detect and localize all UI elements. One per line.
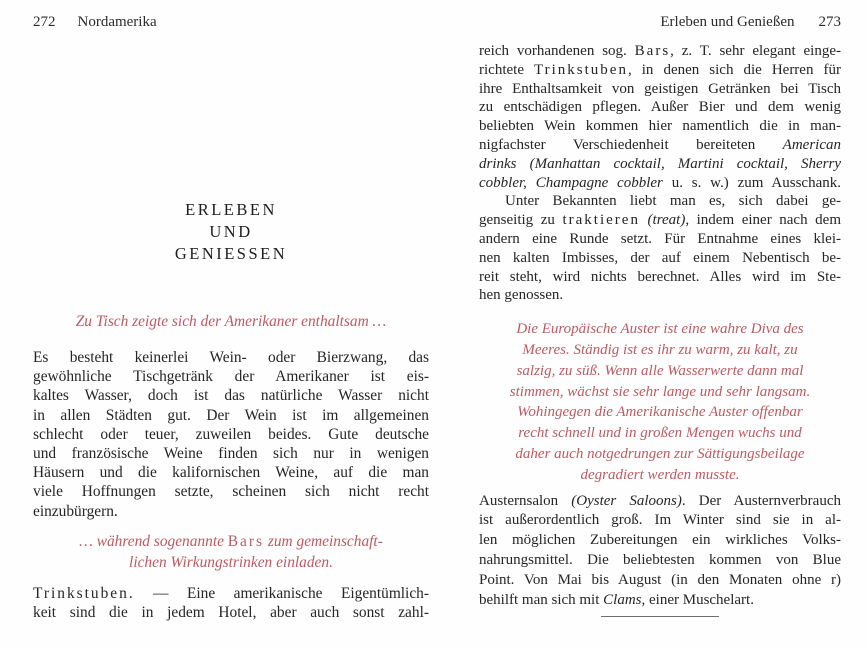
running-title-right: Erleben und Genießen (660, 14, 795, 30)
text-line (33, 425, 429, 444)
text-segment: stimmen, wächst sie sehr lange und sehr langsam. (509, 383, 811, 400)
text-segment: richtete (479, 61, 534, 78)
text-line (479, 155, 841, 174)
text-segment: nigfachster Verschiedenheit bereiteten (479, 136, 783, 153)
text-segment: traktieren (562, 212, 640, 229)
text-segment: Häusern und die kalifornischen Weine, auf die man (33, 464, 429, 482)
text-segment: salzig, zu süß. Wenn alle Wasserwerte dann mal (516, 362, 804, 379)
text-line (33, 311, 429, 332)
text-line (33, 367, 429, 386)
text-segment: Clams (603, 591, 642, 608)
text-segment: viele Hoffnungen setzte, scheinen sich nicht recht (33, 483, 429, 501)
text-line (479, 319, 841, 340)
text-segment: , in denen sich die Herren für (627, 61, 841, 78)
body-paragraph-trinkstuben (33, 584, 429, 622)
text-line (479, 492, 841, 512)
running-title-left: Nordamerika (77, 14, 157, 30)
page-number-left: 272 (33, 14, 56, 30)
section-end-rule (601, 616, 719, 617)
text-segment: andern eine Runde setzt. Für Entnahme eines klei- (479, 230, 841, 247)
pull-quote-bars (33, 531, 429, 574)
text-segment: (Oyster Saloons) (571, 492, 682, 509)
page-right (433, 0, 867, 648)
text-line (479, 531, 841, 551)
text-segment: in allen Städten gut. Der Wein ist im allgemeinen (33, 406, 429, 424)
running-header-left (33, 13, 429, 31)
text-segment: Trinkstuben. (33, 584, 135, 602)
text-line (479, 465, 841, 486)
text-line (479, 382, 841, 403)
text-segment: recht schnell und in großen Mengen wuchs und (518, 425, 802, 442)
text-segment: kaltes Wasser, doch ist das natürliche Wasser nicht (33, 387, 429, 405)
text-line (33, 502, 429, 521)
text-line (479, 98, 841, 117)
text-segment: behilft man sich mit (479, 591, 604, 608)
running-header-right (479, 13, 841, 31)
text-line (479, 591, 841, 611)
text-segment: . Der Austernverbrauch (681, 492, 841, 509)
text-line (479, 211, 841, 230)
text-segment: Wohingegen die Amerikanische Auster offenbar (517, 404, 803, 421)
text-segment: … während sogenannte (79, 532, 228, 550)
text-segment: Point. Von Mai bis August (in den Monaten ohne r) (479, 571, 841, 588)
text-line (479, 340, 841, 361)
text-segment: einzubürgern. (33, 502, 118, 520)
body-paragraph-traktieren (479, 192, 841, 305)
text-segment: reich vorhandenen sog. (479, 43, 635, 59)
text-segment: Trinkstuben (534, 61, 628, 78)
text-segment: cobbler, Champagne cobbler (479, 174, 663, 191)
text-segment: beliebten Wein kommen hier namentlich die in man- (479, 118, 841, 135)
text-line (479, 551, 841, 571)
text-segment: reit steht, wird nichts berechnet. Alles wird im Ste- (479, 268, 841, 285)
text-line (479, 444, 841, 465)
text-segment: nen kalten Imbisses, der auf einem Nebentisch be- (479, 249, 841, 266)
text-segment: genseitig zu (479, 212, 563, 229)
chapter-title-line: ERLEBEN (185, 200, 277, 219)
text-segment: degradiert werden musste. (580, 466, 740, 483)
text-segment: Meeres. Ständig ist es ihr zu warm, zu kalt, zu (522, 341, 798, 358)
text-segment: nahrungsmittel. Die beliebtesten kommen von Blue (479, 551, 841, 568)
text-line (33, 531, 429, 553)
text-segment: , einer Muschelart. (641, 591, 754, 608)
text-segment: daher auch notgedrungen zur Sättigungsbeilage (515, 445, 805, 462)
text-line (479, 174, 841, 193)
text-line (33, 482, 429, 501)
chapter-title-line: GENIESSEN (174, 244, 288, 263)
text-segment: gewöhnliche Tischgetränk der Amerikaner ist eis- (33, 368, 429, 386)
text-line (479, 361, 841, 382)
text-segment: (treat) (647, 212, 686, 229)
text-segment: American (782, 136, 841, 153)
text-line (479, 230, 841, 249)
text-segment: hen genossen. (479, 287, 564, 304)
text-segment: zum gemeinschaft- (264, 532, 383, 550)
text-line (33, 463, 429, 482)
text-line (479, 80, 841, 99)
pull-quote-enthaltsam (33, 311, 429, 332)
text-line (479, 249, 841, 268)
text-segment: ihre Enthaltsamkeit von geistigen Getränken bei Tisch (479, 80, 841, 97)
text-line (479, 136, 841, 155)
text-line (479, 286, 841, 305)
body-paragraph-austernsalon (479, 492, 841, 611)
text-segment: Bars (227, 532, 264, 550)
text-segment: u. s. w.) zum Ausschank. (662, 174, 841, 191)
page-left (0, 0, 433, 648)
text-line (33, 406, 429, 425)
text-line (479, 192, 841, 211)
body-paragraph-bars (479, 42, 841, 192)
text-segment: len möglichen Zubereitungen ein wirkliches Volks- (479, 532, 841, 549)
text-line (33, 386, 429, 405)
text-segment: schlecht oder teuer, zuweilen beides. Gute deutsche (33, 425, 429, 443)
text-segment: , z. T. sehr elegant einge- (670, 43, 841, 59)
chapter-title (33, 199, 429, 265)
text-segment: — Eine amerikanische Eigentümlich- (134, 584, 429, 602)
text-segment: Zu Tisch zeigte sich der Amerikaner enthaltsam … (75, 313, 387, 330)
text-segment: Es besteht keinerlei Wein- oder Bierzwang, das (33, 349, 429, 366)
text-line (479, 268, 841, 287)
text-segment: ist außerordentlich groß. Im Winter sind sie in al- (479, 512, 841, 529)
text-segment: Bars (634, 43, 671, 59)
text-line (479, 42, 841, 61)
text-segment: , indem einer nach dem (685, 212, 841, 229)
text-segment: keit sind die in jedem Hotel, aber auch sonst zahl- (33, 604, 429, 622)
body-paragraph-wein (33, 348, 429, 521)
page-number-right: 273 (818, 14, 841, 30)
text-line (33, 552, 429, 574)
text-line (479, 117, 841, 136)
text-segment: Austernsalon (479, 492, 572, 509)
text-line (479, 571, 841, 591)
pull-quote-auster (479, 319, 841, 485)
text-line (479, 61, 841, 80)
text-segment: zu entschädigen pflegen. Außer Bier und dem wenig (479, 99, 841, 116)
text-line (479, 511, 841, 531)
text-segment: und französische Weine finden sich nur in wenigen (33, 445, 429, 463)
text-line (33, 444, 429, 463)
text-segment: drinks (Manhattan cocktail, Martini cocktail, Sherry (479, 155, 841, 172)
text-line (479, 402, 841, 423)
text-segment: lichen Wirkungstrinken einladen. (129, 554, 333, 572)
text-segment (640, 212, 648, 228)
chapter-title-line: UND (209, 222, 253, 241)
text-segment: Die Europäische Auster ist eine wahre Diva des (516, 321, 804, 338)
text-segment: Unter Bekannten liebt man es, sich dabei ge- (505, 193, 841, 210)
text-line (33, 348, 429, 367)
text-line (479, 423, 841, 444)
text-line (33, 584, 429, 603)
text-line (33, 603, 429, 622)
